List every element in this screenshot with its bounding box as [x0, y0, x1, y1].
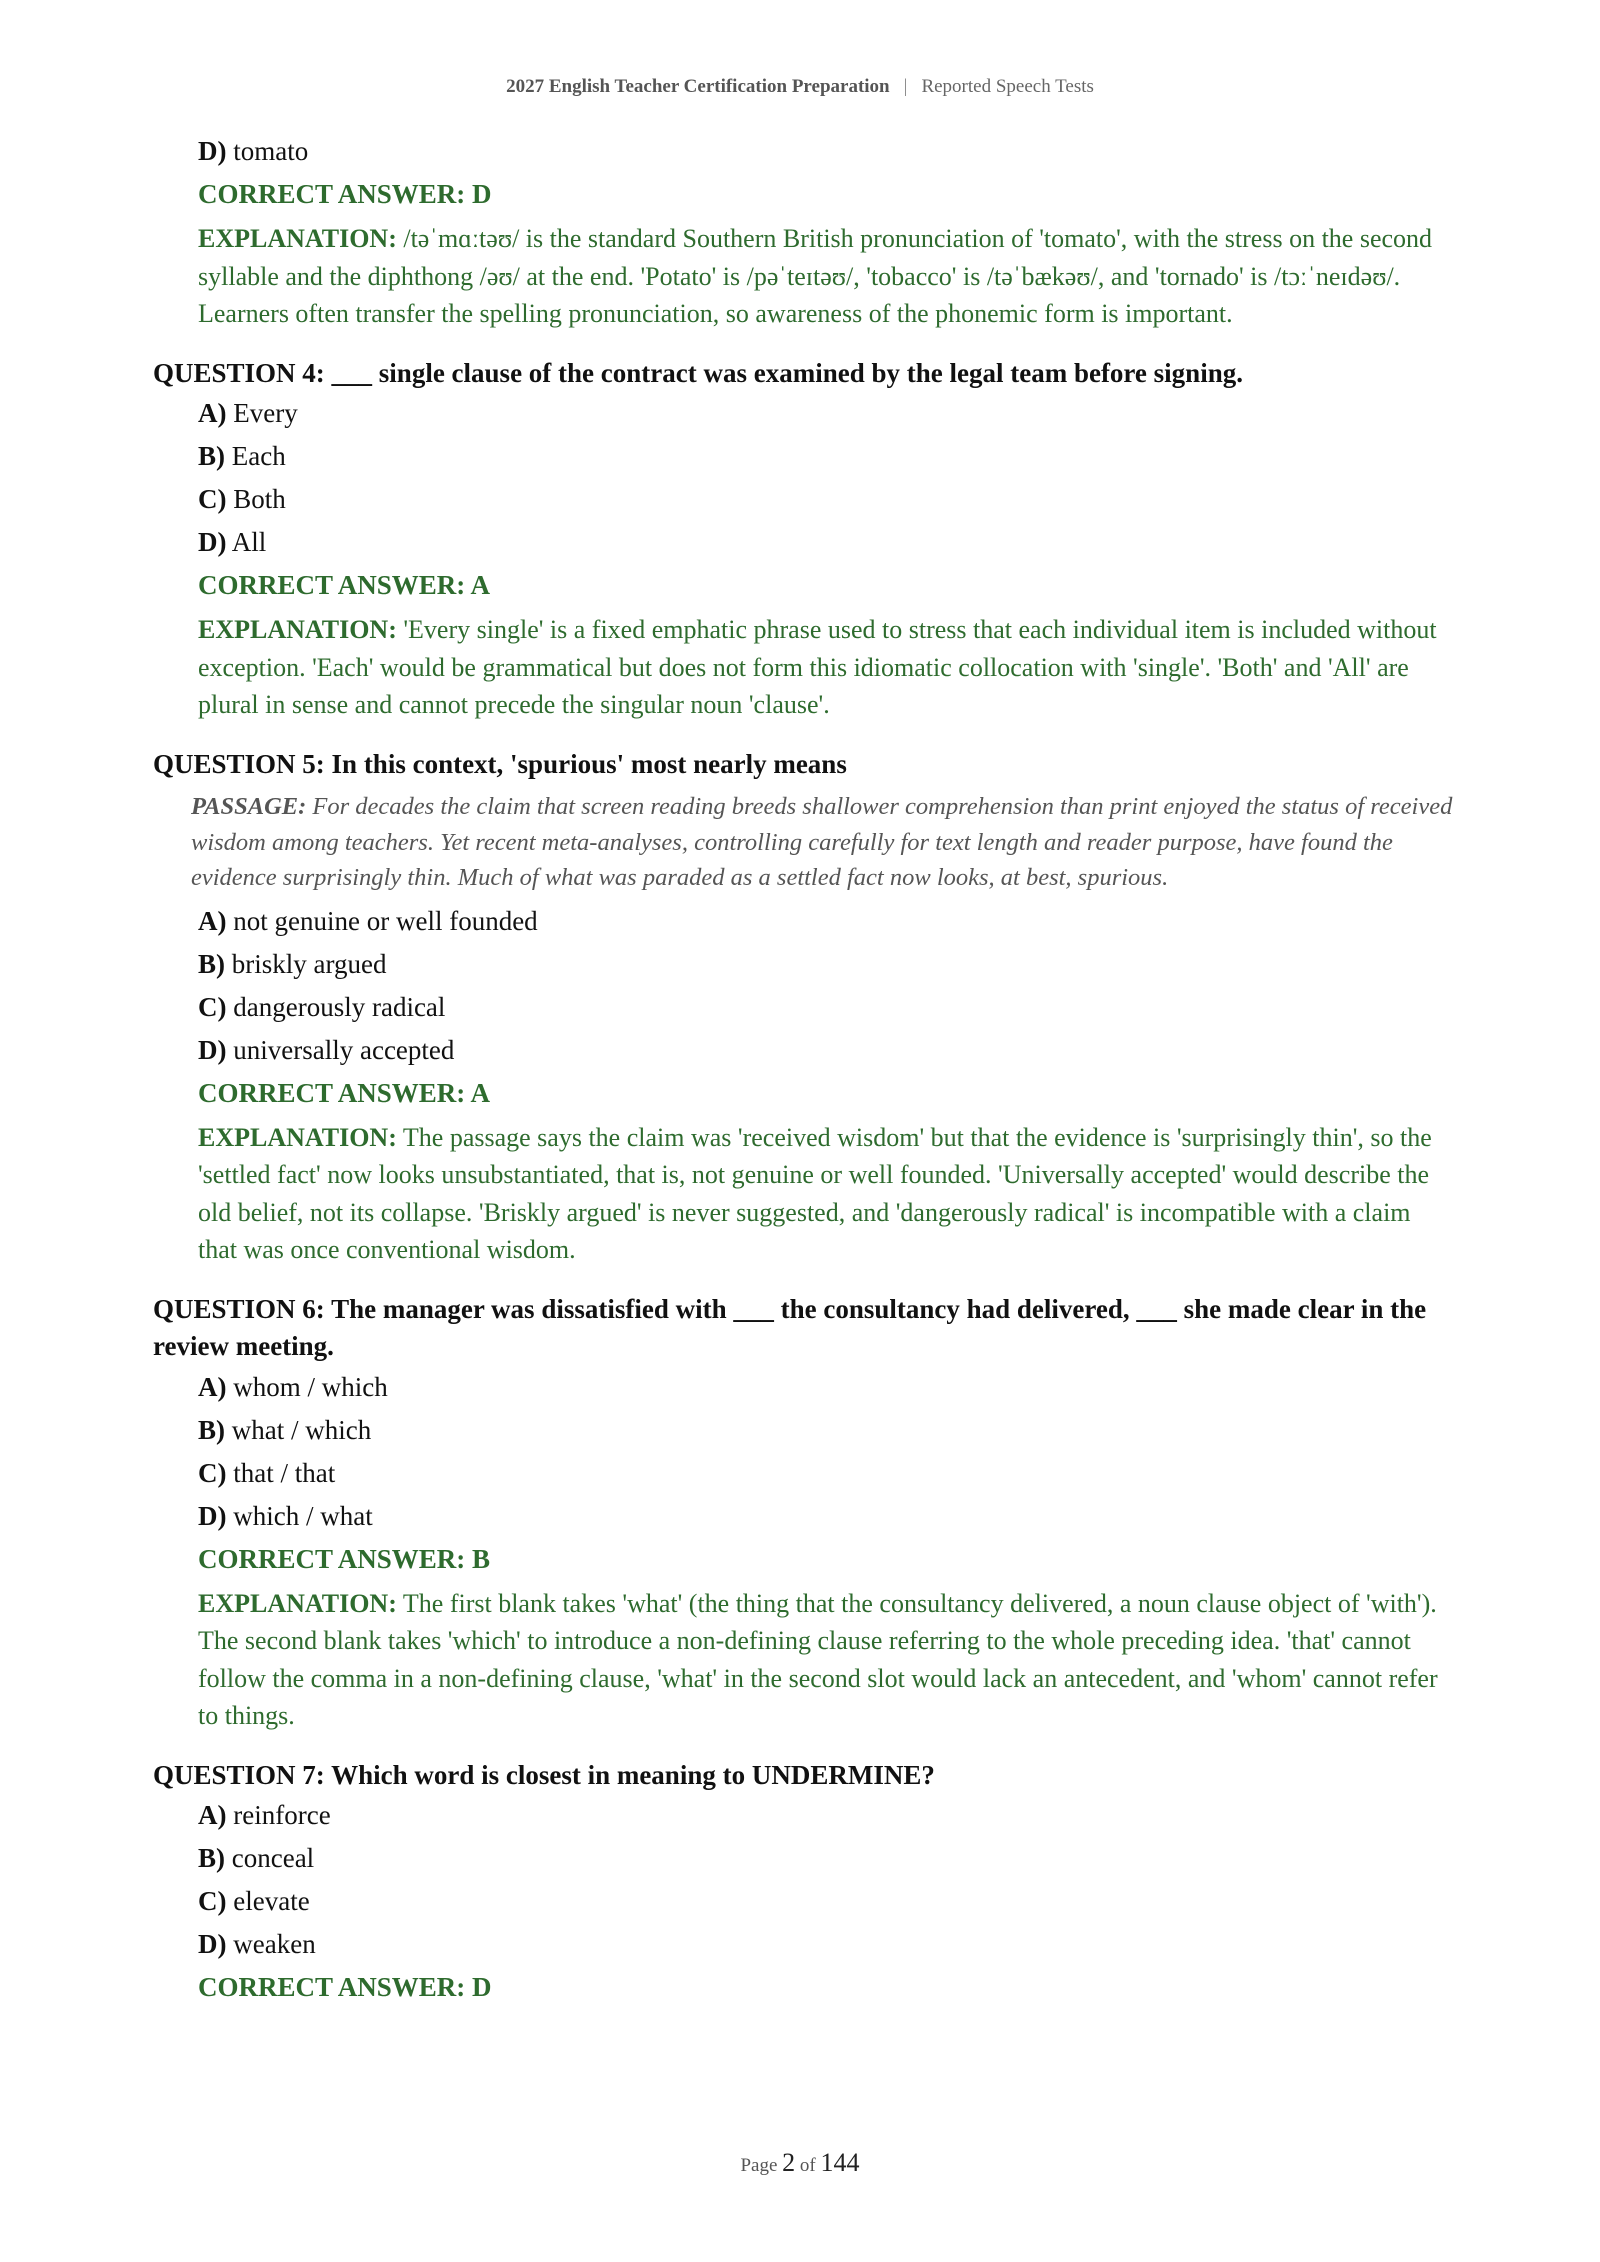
option-text: Both — [233, 484, 286, 514]
option-text: reinforce — [233, 1800, 331, 1830]
question-label: QUESTION 4: — [153, 357, 325, 388]
q5-question — [153, 746, 1453, 784]
page-word: Page — [740, 2155, 778, 2176]
q4-correct-answer: CORRECT ANSWER: A — [198, 570, 491, 600]
q6-option-a — [198, 1372, 1453, 1402]
option-letter: D) — [198, 527, 227, 557]
q6-option-c — [198, 1458, 1453, 1488]
q5-correct-answer: CORRECT ANSWER: A — [198, 1077, 491, 1108]
q4-explanation — [198, 611, 1453, 724]
option-letter: B) — [198, 1414, 225, 1445]
explanation-text: The first blank takes 'what' (the thing that the consultancy delivered, a noun clause object of 'with'). The second blank takes 'which' to introduce a non-defining clause referring to the whole preceding idea. 'that' cannot follow the comma in a non-defining clause, 'what' in the second slot would lack an antecedent, and 'whom' cannot refer to things. — [198, 1588, 1438, 1730]
option-text: which / what — [233, 1500, 373, 1531]
option-text: dangerously radical — [233, 991, 446, 1022]
option-letter: A) — [198, 1371, 227, 1402]
question-text: Which word is closest in meaning to UNDERMINE? — [331, 1759, 935, 1790]
running-header — [0, 76, 1600, 98]
q7-option-c — [198, 1886, 1453, 1916]
q7-correct-answer: CORRECT ANSWER: D — [198, 1972, 492, 2002]
header-subtitle: Reported Speech Tests — [921, 76, 1094, 97]
option-text: whom / which — [233, 1371, 388, 1402]
explanation-label: EXPLANATION: — [198, 615, 397, 644]
q5-explanation — [198, 1119, 1453, 1269]
option-letter: A) — [198, 905, 227, 936]
header-separator: | — [903, 76, 908, 97]
explanation-text: The passage says the claim was 'received wisdom' but that the evidence is 'surprisingly thin', so the 'settled fact' now looks unsubstantiated, that is, not genuine or well founded. 'Universally accepted' would describe the old belief, not its collapse. 'Briskly argued' is never suggested, and 'dangerously radical' is incompatible with a claim that was once conventional wisdom. — [198, 1122, 1432, 1264]
option-letter: B) — [198, 441, 225, 471]
q6-option-d — [198, 1501, 1453, 1531]
q5-option-b — [198, 949, 1453, 979]
option-letter: B) — [198, 948, 225, 979]
q5-option-d — [198, 1035, 1453, 1065]
header-title: 2027 English Teacher Certification Preparation — [506, 76, 890, 97]
question-text: The manager was dissatisfied with ___ the consultancy had delivered, ___ she made clear in the review meeting. — [153, 1293, 1427, 1361]
option-text: elevate — [233, 1886, 310, 1916]
q3-option-d — [198, 136, 1453, 166]
q4-question — [153, 355, 1453, 393]
question-label: QUESTION 5: — [153, 748, 325, 779]
q4-option-b — [198, 441, 1453, 471]
option-text: briskly argued — [231, 948, 387, 979]
option-text: weaken — [233, 1929, 316, 1959]
option-text: tomato — [233, 136, 309, 166]
option-letter: A) — [198, 1800, 227, 1830]
option-letter: D) — [198, 1034, 227, 1065]
page-number: 2 — [782, 2148, 796, 2177]
q7-option-d — [198, 1929, 1453, 1959]
option-text: universally accepted — [233, 1034, 455, 1065]
q7-option-b — [198, 1843, 1453, 1873]
option-letter: D) — [198, 136, 227, 166]
page-content — [153, 136, 1453, 2013]
option-letter: B) — [198, 1843, 225, 1873]
q6-question — [153, 1291, 1453, 1366]
q4-option-c — [198, 484, 1453, 514]
option-text: what / which — [231, 1414, 372, 1445]
option-letter: D) — [198, 1929, 227, 1959]
q5-option-a — [198, 906, 1453, 936]
option-letter: C) — [198, 1886, 227, 1916]
explanation-label: EXPLANATION: — [198, 1122, 397, 1152]
q7-question — [153, 1757, 1453, 1795]
option-text: not genuine or well founded — [233, 905, 538, 936]
option-letter: C) — [198, 991, 227, 1022]
option-letter: A) — [198, 398, 227, 428]
q6-correct-answer: CORRECT ANSWER: B — [198, 1543, 491, 1574]
q5-passage — [191, 789, 1453, 896]
explanation-text: /təˈmɑːtəʊ/ is the standard Southern British pronunciation of 'tomato', with the stress on the second syllable and the diphthong /əʊ/ at the end. 'Potato' is /pəˈteɪtəʊ/, 'tobacco' is /təˈbækəʊ/, and 'tornado' is /tɔːˈneɪdəʊ/. Learners often transfer the spelling pronunciation, so awareness of the phonemic form is important. — [198, 224, 1433, 328]
q7-option-a — [198, 1800, 1453, 1830]
q4-option-d — [198, 527, 1453, 557]
explanation-label: EXPLANATION: — [198, 1588, 397, 1618]
explanation-label: EXPLANATION: — [198, 224, 397, 253]
q3-correct-answer: CORRECT ANSWER: D — [198, 179, 492, 209]
option-text: conceal — [231, 1843, 315, 1873]
question-label: QUESTION 7: — [153, 1759, 325, 1790]
q5-option-c — [198, 992, 1453, 1022]
question-text: In this context, 'spurious' most nearly means — [331, 748, 847, 779]
question-text: ___ single clause of the contract was examined by the legal team before signing. — [331, 357, 1243, 388]
q6-explanation — [198, 1585, 1453, 1735]
explanation-text: 'Every single' is a fixed emphatic phrase used to stress that each individual item is included without exception. 'Each' would be grammatical but does not form this idiomatic collocation with 'single'. 'Both' and 'All' are plural in sense and cannot precede the singular noun 'clause'. — [198, 615, 1437, 719]
q6-option-b — [198, 1415, 1453, 1445]
q4-option-a — [198, 398, 1453, 428]
option-letter: C) — [198, 484, 227, 514]
option-text: Every — [233, 398, 298, 428]
option-text: All — [231, 527, 267, 557]
q3-explanation — [198, 220, 1453, 333]
of-word: of — [799, 2155, 816, 2176]
page-footer — [0, 2148, 1600, 2178]
option-letter: C) — [198, 1457, 227, 1488]
total-pages: 144 — [820, 2148, 860, 2177]
passage-text: For decades the claim that screen reading breeds shallower comprehension than print enjoyed the status of received wisdom among teachers. Yet recent meta-analyses, controlling carefully for text length and reader purpose, have found the evidence surprisingly thin. Much of what was paraded as a settled fact now looks, at best, spurious. — [191, 793, 1453, 891]
option-text: Each — [231, 441, 286, 471]
passage-label: PASSAGE: — [191, 793, 307, 820]
question-label: QUESTION 6: — [153, 1293, 325, 1324]
option-text: that / that — [233, 1457, 336, 1488]
option-letter: D) — [198, 1500, 227, 1531]
